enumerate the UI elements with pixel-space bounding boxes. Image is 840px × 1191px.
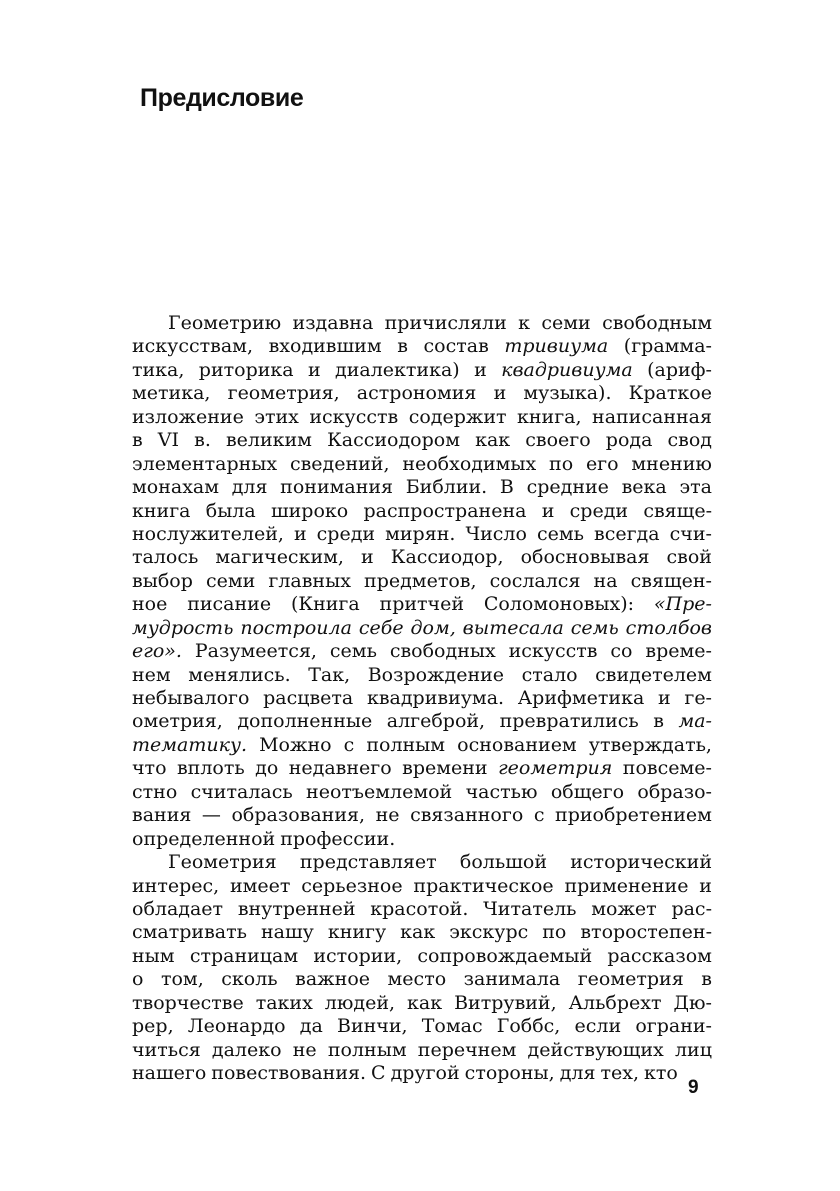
- word: писание: [187, 593, 272, 616]
- text-line: [132, 968, 712, 991]
- word: алгеброй,: [386, 710, 486, 733]
- word: сколь: [221, 968, 278, 991]
- word: геометрия,: [227, 382, 340, 405]
- word: С: [371, 1062, 386, 1084]
- word: в: [132, 429, 143, 452]
- word: нем: [132, 663, 171, 686]
- word: для: [559, 1062, 596, 1084]
- word: стало: [521, 663, 578, 686]
- word: до: [255, 757, 279, 780]
- word: сопровождаемый: [417, 944, 593, 967]
- word: о: [132, 968, 144, 991]
- word: представляет: [299, 851, 437, 874]
- word: великим: [225, 429, 312, 452]
- word: профессии.: [280, 827, 396, 850]
- word: ным: [132, 944, 175, 967]
- word: среди: [316, 522, 376, 545]
- word: в.: [194, 429, 211, 452]
- word: была: [205, 499, 256, 522]
- word: второстепен-: [580, 921, 712, 944]
- word: квадривиума.: [366, 687, 505, 709]
- page-title: Предисловие: [140, 84, 304, 112]
- word: как: [400, 921, 436, 944]
- word: рер,: [132, 1015, 174, 1038]
- word: другой: [390, 1062, 460, 1084]
- word: диалектика): [335, 358, 460, 381]
- word: священ-: [630, 569, 712, 592]
- word: интерес,: [132, 874, 220, 897]
- word: ное: [132, 593, 168, 616]
- word: лиц: [674, 1038, 712, 1061]
- word: Дю-: [673, 991, 712, 1014]
- word: книга,: [517, 405, 582, 428]
- word: Геометрию: [168, 312, 282, 334]
- text-line: [132, 1015, 712, 1038]
- word: стно: [132, 780, 178, 803]
- word: Кассиодором: [327, 429, 460, 452]
- word: Возрождение: [367, 663, 505, 686]
- word: занимала: [463, 968, 561, 991]
- word: далеко: [211, 1038, 282, 1061]
- word: искусств: [309, 405, 399, 428]
- word: семь: [329, 640, 377, 663]
- text-line: [132, 429, 712, 452]
- word: Альбрехт: [568, 991, 662, 1014]
- word: написанная: [592, 405, 712, 428]
- word: людей,: [324, 991, 396, 1014]
- word: ограни-: [635, 1015, 712, 1038]
- word: века: [621, 476, 667, 499]
- word: мудрость: [132, 616, 234, 639]
- word: входившим: [268, 335, 382, 358]
- word: Соломоновых):: [483, 593, 635, 616]
- word: с: [343, 733, 355, 756]
- word: нашу: [260, 921, 314, 944]
- word: ге-: [684, 687, 712, 709]
- word: Число: [465, 522, 527, 545]
- text-line: [132, 828, 712, 851]
- word: понимания: [280, 476, 394, 499]
- word: состав: [423, 335, 489, 358]
- word: своего: [525, 429, 591, 452]
- word: искусств: [508, 640, 598, 663]
- word: построила: [240, 616, 352, 639]
- word: если: [574, 1015, 622, 1038]
- word: расцвета: [263, 687, 354, 709]
- word: да: [299, 1015, 323, 1038]
- word: как: [475, 429, 511, 452]
- word: Гоббс,: [496, 1015, 561, 1038]
- word: мирян.: [385, 522, 456, 545]
- word: со: [610, 640, 633, 663]
- word: (Книга: [290, 593, 360, 616]
- word: и: [361, 546, 374, 569]
- word: свой: [666, 546, 712, 569]
- word: стороны,: [464, 1062, 555, 1084]
- word: вплоть: [176, 757, 245, 780]
- text-line: [132, 523, 712, 546]
- word: Так,: [308, 663, 351, 686]
- text-line: [132, 312, 712, 335]
- word: тематику.: [132, 733, 248, 756]
- word: сослался: [489, 569, 581, 592]
- word: свод: [667, 429, 712, 452]
- word: всегда: [594, 522, 660, 545]
- text-line: [132, 757, 712, 780]
- text-line: [132, 664, 712, 687]
- word: астрономия: [356, 382, 477, 405]
- word: внутренней: [237, 897, 356, 920]
- word: образования,: [231, 804, 366, 827]
- word: по: [542, 921, 567, 944]
- word: Можно: [259, 733, 332, 756]
- word: исторический: [570, 851, 712, 874]
- text-line: [132, 921, 712, 944]
- word: его: [585, 452, 619, 475]
- word: для: [231, 476, 268, 499]
- word: в: [653, 710, 664, 733]
- text-line: [132, 570, 712, 593]
- word: и: [307, 358, 321, 381]
- word: имеет: [229, 874, 291, 897]
- text-line: [132, 359, 712, 382]
- word: семь: [536, 522, 584, 545]
- word: Краткое: [628, 382, 712, 405]
- word: Арифметика: [517, 687, 645, 709]
- word: и: [699, 874, 712, 897]
- word: семи: [205, 569, 256, 592]
- word: истории,: [313, 944, 403, 967]
- word: образо-: [637, 780, 712, 803]
- word: повсеме-: [622, 757, 712, 780]
- text-line: [132, 734, 712, 757]
- word: приобретением: [555, 804, 712, 827]
- text-line: [132, 945, 712, 968]
- word: сматривать: [132, 921, 247, 944]
- word: В: [499, 476, 514, 499]
- word: рассказом: [607, 944, 712, 967]
- word: —: [201, 804, 221, 827]
- text-line: [132, 593, 712, 616]
- word: монахам: [132, 476, 220, 499]
- word: свидетелем: [595, 663, 712, 686]
- word: нослужителей,: [132, 522, 284, 545]
- word: общего: [550, 780, 625, 803]
- word: основанием: [457, 733, 577, 756]
- word: рода: [605, 429, 653, 452]
- word: тривиума: [504, 335, 609, 358]
- word: превратились: [499, 710, 639, 733]
- word: не: [375, 804, 400, 827]
- word: таких: [255, 991, 313, 1014]
- word: Разумеется,: [194, 640, 317, 663]
- word: счи-: [669, 522, 712, 545]
- word: геометрия: [577, 968, 684, 991]
- word: тех,: [600, 1062, 639, 1084]
- word: полным: [366, 733, 446, 756]
- word: этих: [254, 405, 299, 428]
- word: притчей: [379, 593, 465, 616]
- word: дополненные: [237, 710, 373, 733]
- text-line: [132, 500, 712, 523]
- word: Библии.: [405, 476, 488, 499]
- word: широко: [270, 499, 349, 522]
- text-line: [132, 710, 712, 733]
- word: красотой.: [370, 897, 469, 920]
- word: (грамма-: [623, 335, 712, 358]
- word: книгу: [327, 921, 387, 944]
- word: и: [541, 499, 555, 522]
- word: ма-: [678, 710, 712, 733]
- word: важное: [295, 968, 371, 991]
- word: среди: [569, 499, 629, 522]
- word: Читатель: [483, 897, 577, 920]
- text-line: [132, 898, 712, 921]
- word: место: [387, 968, 447, 991]
- word: с: [533, 804, 545, 827]
- word: дом,: [410, 616, 456, 639]
- word: времени: [402, 757, 488, 780]
- word: сведений,: [289, 452, 390, 475]
- word: Леонардо: [187, 1015, 286, 1038]
- word: практическое: [413, 874, 554, 897]
- word: что: [132, 757, 167, 780]
- word: магическим,: [215, 546, 344, 569]
- text-line: [132, 406, 712, 429]
- word: и: [293, 522, 307, 545]
- word: применение: [564, 874, 689, 897]
- word: (ариф-: [647, 358, 712, 381]
- text-line: [132, 476, 712, 499]
- word: на: [593, 569, 618, 592]
- word: его».: [132, 640, 182, 663]
- word: кто: [643, 1062, 678, 1084]
- text-line: [132, 453, 712, 476]
- word: метика,: [132, 382, 211, 405]
- word: как: [407, 991, 443, 1014]
- word: вания: [132, 804, 192, 827]
- page-number: 9: [688, 1077, 699, 1098]
- word: к: [518, 312, 531, 334]
- word: мнению: [631, 452, 712, 475]
- text-line: [132, 781, 712, 804]
- word: небывалого: [132, 687, 250, 709]
- text-line: [132, 1062, 712, 1085]
- word: не: [292, 1038, 317, 1061]
- word: элементарных: [132, 452, 278, 475]
- word: ометрия,: [132, 710, 223, 733]
- word: распространена: [363, 499, 527, 522]
- word: полным: [327, 1038, 407, 1061]
- word: эта: [679, 476, 712, 499]
- word: и: [657, 687, 671, 709]
- word: необходимых: [402, 452, 537, 475]
- word: свободных: [389, 640, 496, 663]
- word: свяще-: [643, 499, 712, 522]
- word: выбор: [132, 569, 193, 592]
- word: считалась: [190, 780, 293, 803]
- text-line: [132, 335, 712, 358]
- word: Томас: [421, 1015, 483, 1038]
- word: в: [701, 968, 712, 991]
- word: геометрия: [498, 757, 613, 780]
- word: семи: [541, 312, 591, 334]
- word: книга: [132, 499, 191, 522]
- text-line: [132, 546, 712, 569]
- word: нашего: [132, 1062, 207, 1084]
- text-line: [132, 617, 712, 640]
- word: причисляли: [384, 312, 507, 334]
- word: себе: [358, 616, 404, 639]
- word: читься: [132, 1038, 201, 1061]
- word: семь: [570, 616, 619, 639]
- word: столбов: [625, 616, 712, 639]
- word: по: [549, 452, 574, 475]
- word: перечнем: [417, 1038, 517, 1061]
- word: серьезное: [301, 874, 403, 897]
- word: может: [591, 897, 657, 920]
- word: главных: [268, 569, 351, 592]
- word: искусствам,: [132, 335, 253, 358]
- word: риторика: [198, 358, 294, 381]
- word: связанного: [410, 804, 524, 827]
- word: вытесала: [462, 616, 564, 639]
- word: недавнего: [288, 757, 392, 780]
- word: Кассиодор,: [390, 546, 504, 569]
- word: квадривиума: [501, 358, 633, 381]
- text-line: [132, 875, 712, 898]
- word: музыка).: [523, 382, 612, 405]
- word: «Пре-: [653, 593, 712, 616]
- word: повествования.: [211, 1062, 367, 1084]
- word: страницам: [189, 944, 299, 967]
- word: неотъемлемой: [306, 780, 453, 803]
- word: време-: [645, 640, 712, 663]
- word: действующих: [527, 1038, 664, 1061]
- word: творчестве: [132, 991, 244, 1014]
- word: утверждать,: [588, 733, 712, 756]
- word: предметов,: [364, 569, 477, 592]
- text-line: [132, 382, 712, 405]
- word: изложение: [132, 405, 244, 428]
- word: в: [397, 335, 408, 358]
- word: Винчи,: [337, 1015, 408, 1038]
- word: издавна: [292, 312, 374, 334]
- word: VI: [157, 429, 180, 452]
- word: Геометрия: [168, 851, 277, 874]
- word: свободным: [602, 312, 712, 334]
- text-line: [132, 992, 712, 1015]
- text-line: [132, 687, 712, 710]
- text-line: [132, 851, 712, 874]
- body-text: [132, 312, 712, 1085]
- word: талось: [132, 546, 199, 569]
- word: определенной: [132, 827, 276, 850]
- word: частью: [465, 780, 538, 803]
- word: менялись.: [188, 663, 291, 686]
- word: рас-: [671, 897, 712, 920]
- text-line: [132, 804, 712, 827]
- word: большой: [459, 851, 547, 874]
- word: том,: [160, 968, 204, 991]
- word: экскурс: [449, 921, 529, 944]
- word: содержит: [408, 405, 507, 428]
- text-line: [132, 1039, 712, 1062]
- word: средние: [526, 476, 609, 499]
- word: Витрувий,: [454, 991, 557, 1014]
- word: тика,: [132, 358, 185, 381]
- word: и: [474, 358, 487, 381]
- word: и: [493, 382, 507, 405]
- word: обосновывая: [520, 546, 650, 569]
- text-line: [132, 640, 712, 663]
- word: обладает: [132, 897, 224, 920]
